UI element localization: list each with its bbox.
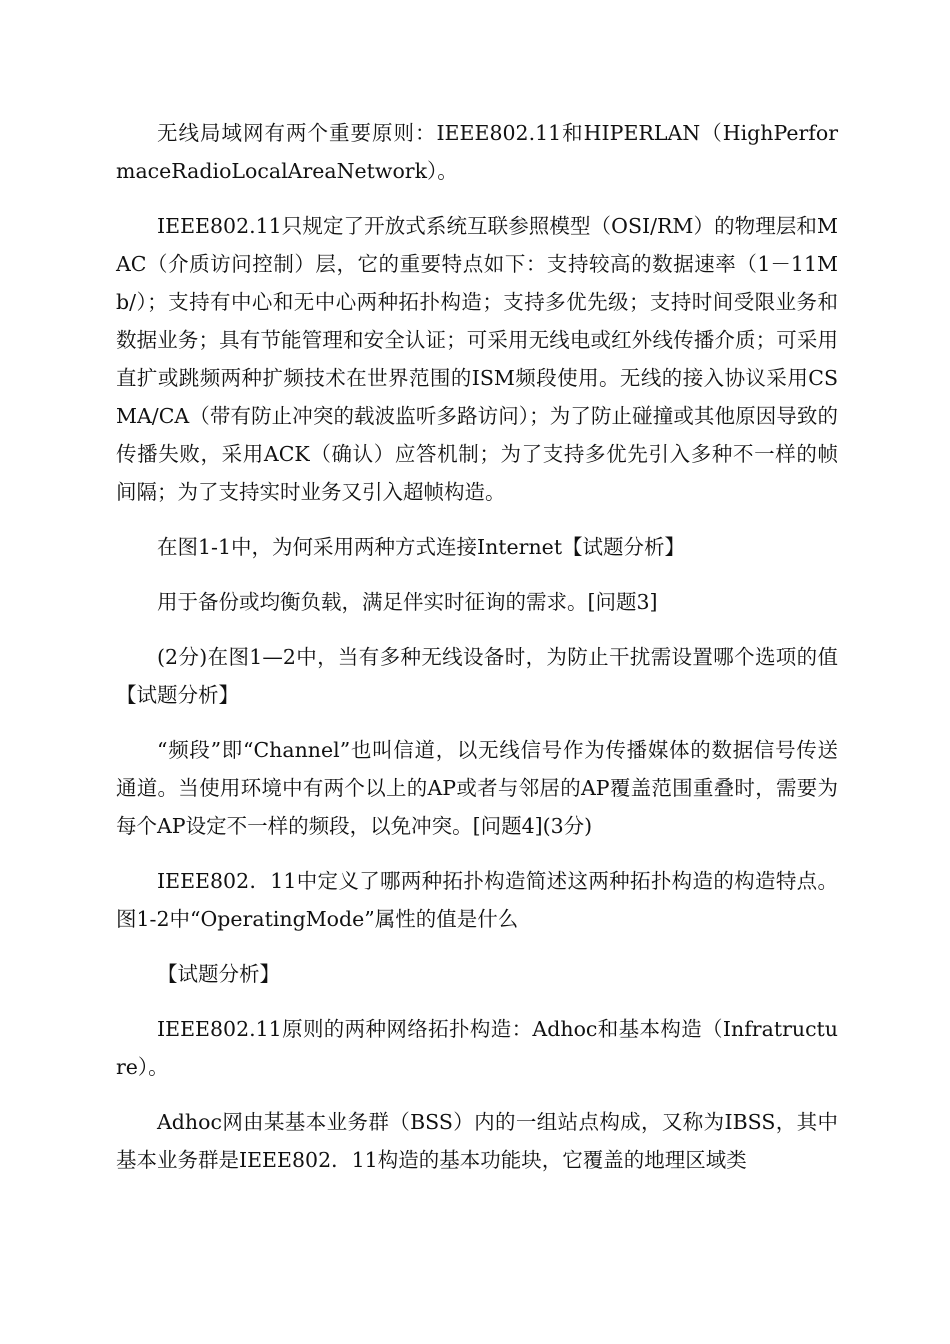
paragraph-analysis-heading: 【试题分析】 <box>157 962 280 986</box>
paragraph-adhoc-description: Adhoc网由某基本业务群（BSS）内的一组站点构成，又称为IBSS，其中基本业务群是IEEE802．11构造的基本功能块，它覆盖的地理区域类 <box>116 1110 838 1172</box>
paragraph-ieee80211-features: IEEE802.11只规定了开放式系统互联参照模型（OSI/RM）的物理层和MAC（介质访问控制）层，它的重要特点如下：支持较高的数据速率（1－11Mb/）；支持有中心和无中心两种拓扑构造；支持多优先级；支持时间受限业务和数据业务；具有节能管理和安全认证；可采用无线电或红外线传播介质；可采用直扩或跳频两种扩频技术在世界范围的ISM频段使用。无线的接入协议采用CSMA/CA（带有防止冲突的载波监听多路访问）；为了防止碰撞或其他原因导致的传播失败，采用ACK（确认）应答机制；为了支持多优先引入多种不一样的帧间隔；为了支持实时业务又引入超帧构造。 <box>116 214 838 504</box>
paragraph-question-topology: IEEE802．11中定义了哪两种拓扑构造简述这两种拓扑构造的构造特点。图1-2中“OperatingMode”属性的值是什么 <box>116 869 838 931</box>
paragraph-answer-channel: “频段”即“Channel”也叫信道，以无线信号作为传播媒体的数据信号传送通道。当使用环境中有两个以上的AP或者与邻居的AP覆盖范围重叠时，需要为每个AP设定不一样的频段，以免冲突。[问题4](3分) <box>116 738 838 838</box>
paragraph-answer-backup: 用于备份或均衡负载，满足伴实时征询的需求。[问题3] <box>157 590 658 614</box>
paragraph-topology-types: IEEE802.11原则的两种网络拓扑构造：Adhoc和基本构造（Infratructure）。 <box>116 1017 838 1079</box>
paragraph-question-internet: 在图1-1中，为何采用两种方式连接Internet【试题分析】 <box>157 535 686 559</box>
paragraph-question-interference: (2分)在图1—2中，当有多种无线设备时，为防止干扰需设置哪个选项的值【试题分析】 <box>116 645 838 707</box>
paragraph-wlan-standards: 无线局域网有两个重要原则：IEEE802.11和HIPERLAN（HighPerformaceRadioLocalAreaNetwork）。 <box>116 121 838 183</box>
